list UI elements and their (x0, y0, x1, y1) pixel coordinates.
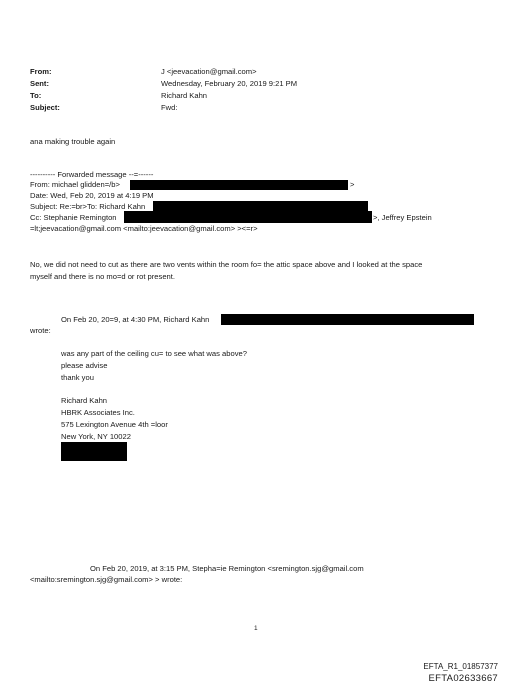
quote-header: On Feb 20, 2019, at 3:15 PM, Stepha=ie Remington <sremington.sjg@gmail.com (90, 564, 364, 573)
signature-name: Richard Kahn (61, 396, 108, 405)
forwarded-from: From: michael glidden=/b> (30, 180, 120, 189)
forwarded-from-tail: > (350, 180, 355, 189)
signature-company: HBRK Associates Inc. (61, 408, 135, 417)
from-label: From: (30, 67, 52, 76)
signature-city: New York, NY 10022 (61, 432, 131, 441)
redaction-box (221, 314, 474, 325)
subject-value: Fwd: (161, 103, 178, 112)
reply-paragraph-line1: No, we did not need to cut as there are two vents within the room fo= the attic space above and I looked at the space (30, 260, 423, 269)
quoted-line: please advise (61, 361, 108, 370)
forwarded-marker: ---------- Forwarded message --=------ (30, 170, 154, 179)
quote-header: On Feb 20, 20=9, at 4:30 PM, Richard Kahn (61, 315, 210, 324)
from-value: J <jeevacation@gmail.com> (161, 67, 257, 76)
forwarded-cc: Cc: Stephanie Remington (30, 213, 117, 222)
to-label: To: (30, 91, 42, 100)
quote-header-line2: <mailto:sremington.sjg@gmail.com> > wrote: (30, 575, 183, 584)
quoted-line: thank you (61, 373, 94, 382)
quote-wrote: wrote: (30, 326, 51, 335)
redaction-box (61, 442, 127, 461)
intro-text: ana making trouble again (30, 137, 116, 146)
subject-label: Subject: (30, 103, 60, 112)
redaction-box (130, 180, 348, 190)
document-id: EFTA02633667 (428, 673, 498, 684)
sent-value: Wednesday, February 20, 2019 9:21 PM (161, 79, 298, 88)
page-number: 1 (254, 625, 258, 632)
forwarded-date: Date: Wed, Feb 20, 2019 at 4:19 PM (30, 191, 154, 200)
forwarded-cc-line2: =lt;jeevacation@gmail.com <mailto:jeevacation@gmail.com> ><=r> (30, 224, 258, 233)
sent-label: Sent: (30, 79, 49, 88)
document-id: EFTA_R1_01857377 (423, 662, 498, 671)
signature-address: 575 Lexington Avenue 4th =loor (61, 420, 168, 429)
to-value: Richard Kahn (161, 91, 208, 100)
redaction-box (124, 211, 372, 223)
forwarded-cc-tail: >, Jeffrey Epstein (373, 213, 432, 222)
quoted-line: was any part of the ceiling cu= to see what was above? (61, 349, 247, 358)
forwarded-subject: Subject: Re:=br>To: Richard Kahn (30, 202, 146, 211)
reply-paragraph-line2: myself and there is no mo=d or rot present. (30, 272, 175, 281)
